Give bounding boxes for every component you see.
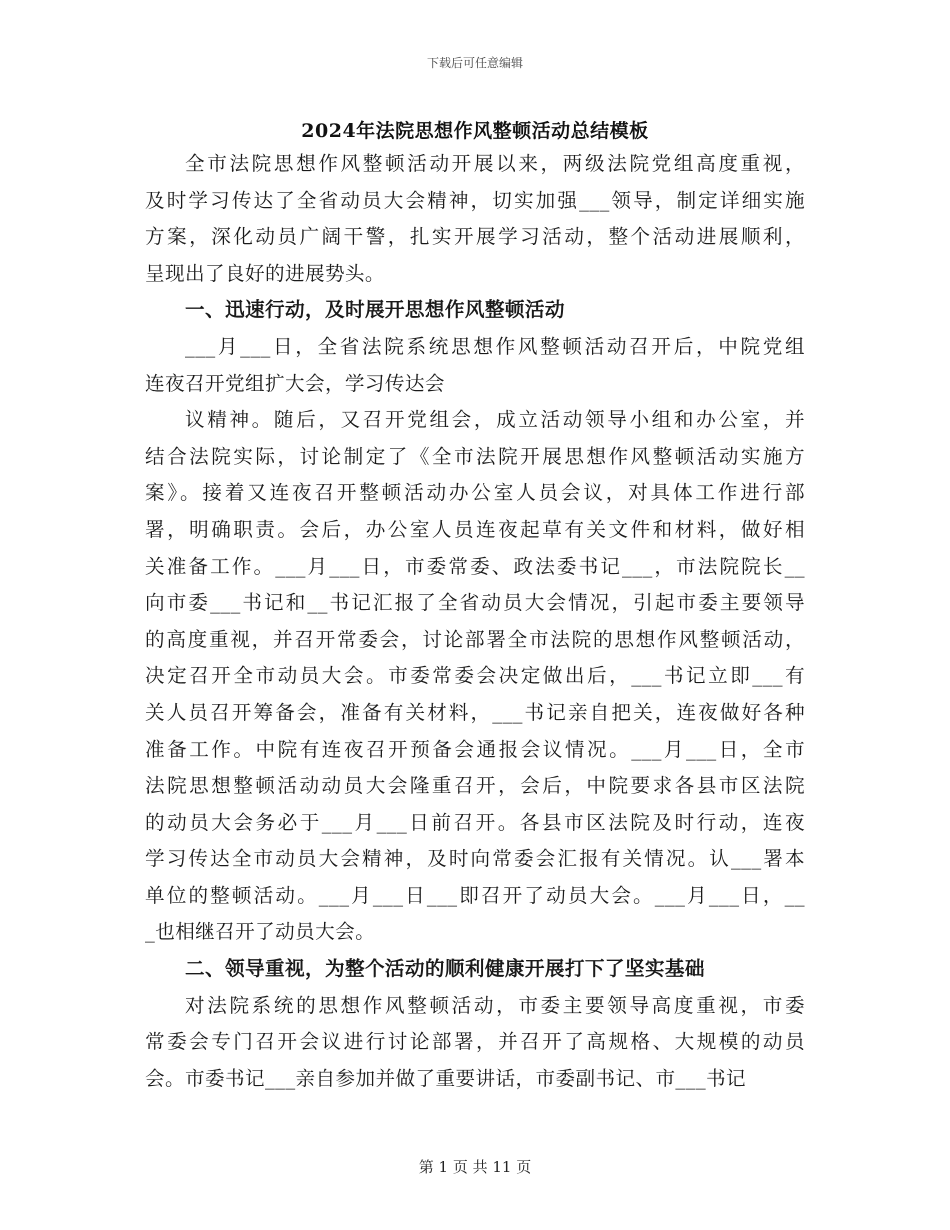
text-line: 全市法院思想作风整顿活动开展以来，两级法院党组高度重视， xyxy=(185,152,805,175)
text-line: 方案，深化动员广阔干警，扎实开展学习活动，整个活动进展顺利， xyxy=(145,225,805,249)
text-line: 的高度重视，并召开常委会，讨论部署全市法院的思想作风整顿活动， xyxy=(145,627,805,651)
text-line: 决定召开全市动员大会。市委常委会决定做出后，___书记立即___有 xyxy=(145,664,805,688)
section-heading-1: 一、迅速行动，及时展开思想作风整顿活动 xyxy=(185,298,565,322)
text-line: 学习传达全市动员大会精神，及时向常委会汇报有关情况。认___署本 xyxy=(145,847,805,871)
page-number: 第 1 页 共 11 页 xyxy=(418,1158,532,1176)
text-line: ___月___日，全省法院系统思想作风整顿活动召开后，中院党组 xyxy=(185,334,805,358)
text-line: 常委会专门召开会议进行讨论部署，并召开了高规格、大规模的动员 xyxy=(145,1030,805,1054)
text-line: 对法院系统的思想作风整顿活动，市委主要领导高度重视，市委 xyxy=(185,993,805,1017)
text-line: 署，明确职责。会后，办公室人员连夜起草有关文件和材料，做好相 xyxy=(145,517,805,541)
text-line: 向市委___书记和__书记汇报了全省动员大会情况，引起市委主要领导 xyxy=(145,591,805,615)
header-note: 下载后可任意编辑 xyxy=(426,56,523,70)
paragraph-section2-a xyxy=(145,988,805,1098)
paragraph-section1-b xyxy=(145,402,805,951)
text-line: 准备工作。中院有连夜召开预备会通报会议情况。___月___日，全市 xyxy=(145,737,805,761)
text-line: 关准备工作。___月___日，市委常委、政法委书记___，市法院院长__ xyxy=(145,554,805,578)
text-line: 呈现出了良好的进展势头。 xyxy=(145,261,385,285)
document-body xyxy=(145,146,805,1097)
text-line: 结合法院实际，讨论制定了《全市法院开展思想作风整顿活动实施方 xyxy=(145,444,805,468)
text-line: 及时学习传达了全省动员大会精神，切实加强___领导，制定详细实施 xyxy=(145,188,805,212)
text-line: 议精神。随后，又召开党组会，成立活动领导小组和办公室，并 xyxy=(185,408,805,432)
document-title: 2024年法院思想作风整顿活动总结模板 xyxy=(301,120,649,142)
paragraph-intro xyxy=(145,146,805,292)
text-line: 单位的整顿活动。___月___日___即召开了动员大会。___月___日，__ xyxy=(145,883,805,907)
section-heading-2: 二、领导重视，为整个活动的顺利健康开展打下了坚实基础 xyxy=(185,957,705,981)
text-line: 会。市委书记___亲自参加并做了重要讲话，市委副书记、市___书记 xyxy=(145,1066,747,1090)
text-line: 案》。接着又连夜召开整顿活动办公室人员会议，对具体工作进行部 xyxy=(145,481,805,505)
text-line: 关人员召开筹备会，准备有关材料，___书记亲自把关，连夜做好各种 xyxy=(145,700,805,724)
text-line: 法院思想整顿活动动员大会隆重召开，会后，中院要求各县市区法院 xyxy=(145,774,805,798)
text-line: 的动员大会务必于___月___日前召开。各县市区法院及时行动，连夜 xyxy=(145,810,805,834)
paragraph-section1-a xyxy=(145,329,805,402)
text-line: _也相继召开了动员大会。 xyxy=(145,920,376,944)
text-line: 连夜召开党组扩大会，学习传达会 xyxy=(145,371,445,395)
